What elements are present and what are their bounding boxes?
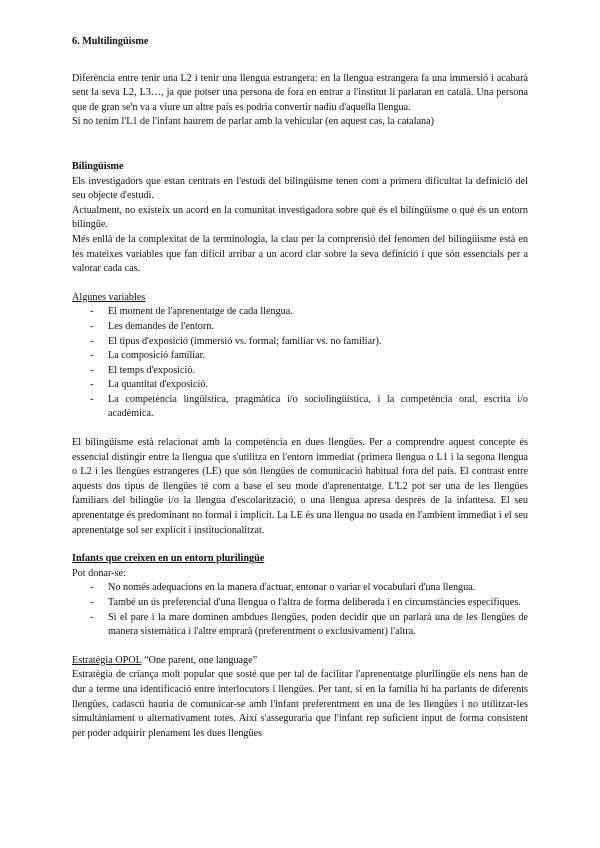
list-item: - També un ús preferencial d'una llengua o l'altra de forma deliberada i en circumstàncies específiques. (72, 596, 528, 611)
intro-paragraph-2: Si no tenim l'L1 de l'infant haurem de parlar amb la vehicular (en aquest cas, la catalana) (72, 116, 435, 128)
bilinguisme-paragraph-3: Més enllà de la complexitat de la terminologia, la clau per la comprensió del fenomen del bilingüisme està en les mateixes variables que fan difícil arribar a un acord clar sobre la seva definició i que són essencials per a valorar cada cas. (72, 233, 528, 275)
bilinguisme-heading: Bilingüisme (72, 160, 124, 172)
list-item: - La quantitat d'exposició. (72, 378, 528, 393)
section-title: 6. Multilingüisme (72, 36, 149, 47)
competence-paragraph: El bilingüisme està relacionat amb la competència en dues llengües. Per a comprendre aquest concepte és essencial distingir entre la llengua que s'utilitza en l'entorn immediat (primera llengua o L1 i la segona llengua o L2 i les llengües estrangeres (LE) que són llengües de comunicació habitual fora del país. El contrast entre aquests dos tipus de llengües té com a base el seu mode d'aprenentatge. L'L2 pot ser una de les llengües familiars del bilingüe i/o la llengua d'escolarització, o una llengua apresa després de la infantesa. El seu aprenentatge és predominant no formal i implícit. La LE és una llengua no usada en l'ambient immediat i el seu aprenentatge sol ser explícit i institucionalitzat. (72, 437, 528, 536)
list-item: - El moment de l'aprenentatge de cada llengua. (72, 305, 528, 320)
list-item: - Si el pare i la mare dominen ambdues llengües, poden decidir que un parlarà una de les llengües de manera sistemàtica i l'altre emprarà (preferentment o exclusivament) l'altra. (72, 611, 528, 640)
opol-quote: “One parent, one language” (141, 654, 258, 666)
opol-heading (72, 654, 528, 669)
plurilingue-list (72, 581, 528, 639)
variables-list (72, 305, 528, 422)
document-body (72, 35, 528, 741)
bilinguisme-paragraph-2: Actualment, no existeix un acord en la comunitat investigadora sobre què és el bilingüisme o què és un entorn bilingüe. (72, 204, 528, 231)
intro-paragraph-1: Diferència entre tenir una L2 i tenir una llengua estrangera: en la llengua estrangera fa una immersió i acabarà sent la seva L2, L3…, ja que potser una persona de fora en entrar a l'institut li parlaran en català. Una persona que de gran se'n va a viure un altre país es podria convertir nadiu d'aquella llengua. (72, 72, 528, 113)
bilinguisme-paragraph-1: Els investigadors que estan centrats en l'estudi del bilingüisme tenen com a primera dificultat la definició del seu objecte d'estudi. (72, 175, 528, 202)
plurilingue-lead: Pot donar-se: (72, 567, 126, 579)
list-item: - La competència lingüística, pragmàtica i/o sociolingüística, i la competència oral, escrita i/o acadèmica. (72, 393, 528, 422)
variables-heading: Algunes variables (72, 291, 146, 303)
list-item: - La composició familiar. (72, 349, 528, 364)
plurilingue-heading: Infants que creixen en un entorn plurilingüe (72, 553, 265, 565)
opol-paragraph: Estratègia de criança molt popular que sosté que per tal de facilitar l'aprenentatge plurilingüe els nens han de dur a terme una identificació entre interlocutors i llengües. Per tant, si en la família hi ha parlants de diferents llengües, cadascú hauria de comunicar-se amb l'infant preferentment en una de les llengües i no utilitzar-les simultàniament o alternativament totes. Així s'asseguraria que l'infant rep suficient input de forma consistent per poder adquirir plenament les dues llengües (72, 669, 528, 739)
list-item: - No només adequacions en la manera d'actuar, entonar o variar el vocabulari d'una llengua. (72, 581, 528, 596)
list-item: - El temps d'exposició. (72, 364, 528, 379)
list-item: - El tipus d'exposició (immersió vs. formal; familiar vs. no familiar). (72, 335, 528, 350)
opol-label: Estratègia OPOL (72, 654, 142, 666)
list-item: - Les demandes de l'entorn. (72, 320, 528, 335)
